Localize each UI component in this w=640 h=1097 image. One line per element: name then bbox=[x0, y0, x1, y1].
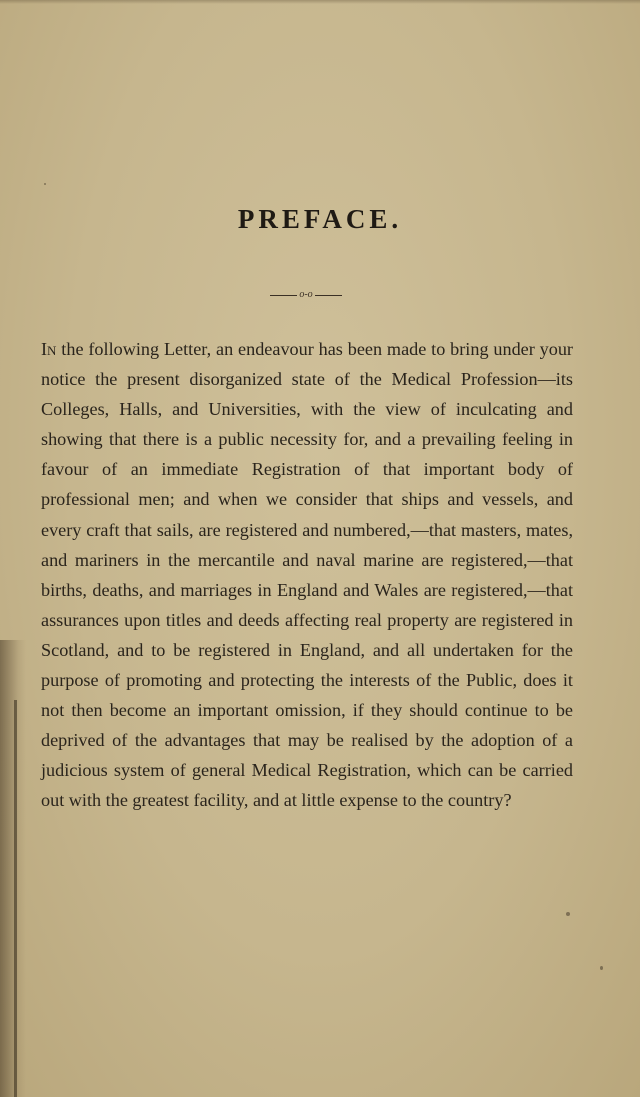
paragraph-lead-word: In bbox=[41, 339, 57, 359]
paper-speck bbox=[566, 912, 570, 916]
paper-speck bbox=[600, 966, 603, 970]
preface-heading: PREFACE. bbox=[237, 204, 403, 234]
paper-speck bbox=[44, 183, 46, 185]
ornament-rule-right bbox=[315, 295, 342, 296]
ornament-mark: o-o bbox=[299, 289, 313, 300]
binding-shadow bbox=[0, 640, 26, 1097]
binding-spine bbox=[14, 700, 17, 1097]
ornament-rule-left bbox=[270, 295, 297, 296]
ornament-divider bbox=[270, 290, 342, 300]
paragraph-body: the following Letter, an endeavour has been made to bring under your notice the present disorganized state of the Medical Profession—its Colleges, Halls, and Universities, with the view of inculcating and showing that there is a public necessity for, and a prevailing feeling in favour of an immediate Registration of that important body of professional men; and when we consider that ships and vessels, and every craft that sails, are registered and numbered,—that masters, mates, and mariners in the mercantile and naval marine are registered,—that births, deaths, and marriages in England and Wales are registered,—that assurances upon titles and deeds affecting real property are registered in Scotland, and to be registered in England, and all undertaken for the purpose of promoting and protecting the interests of the Public, does it not then become an important omission, if they should continue to be deprived of the advantages that may be realised by the adoption of a judicious system of general Medical Registration, which can be carried out with the greatest facility, and at little expense to the country? bbox=[41, 339, 573, 811]
page-top-edge bbox=[0, 0, 640, 4]
preface-paragraph bbox=[41, 334, 573, 816]
